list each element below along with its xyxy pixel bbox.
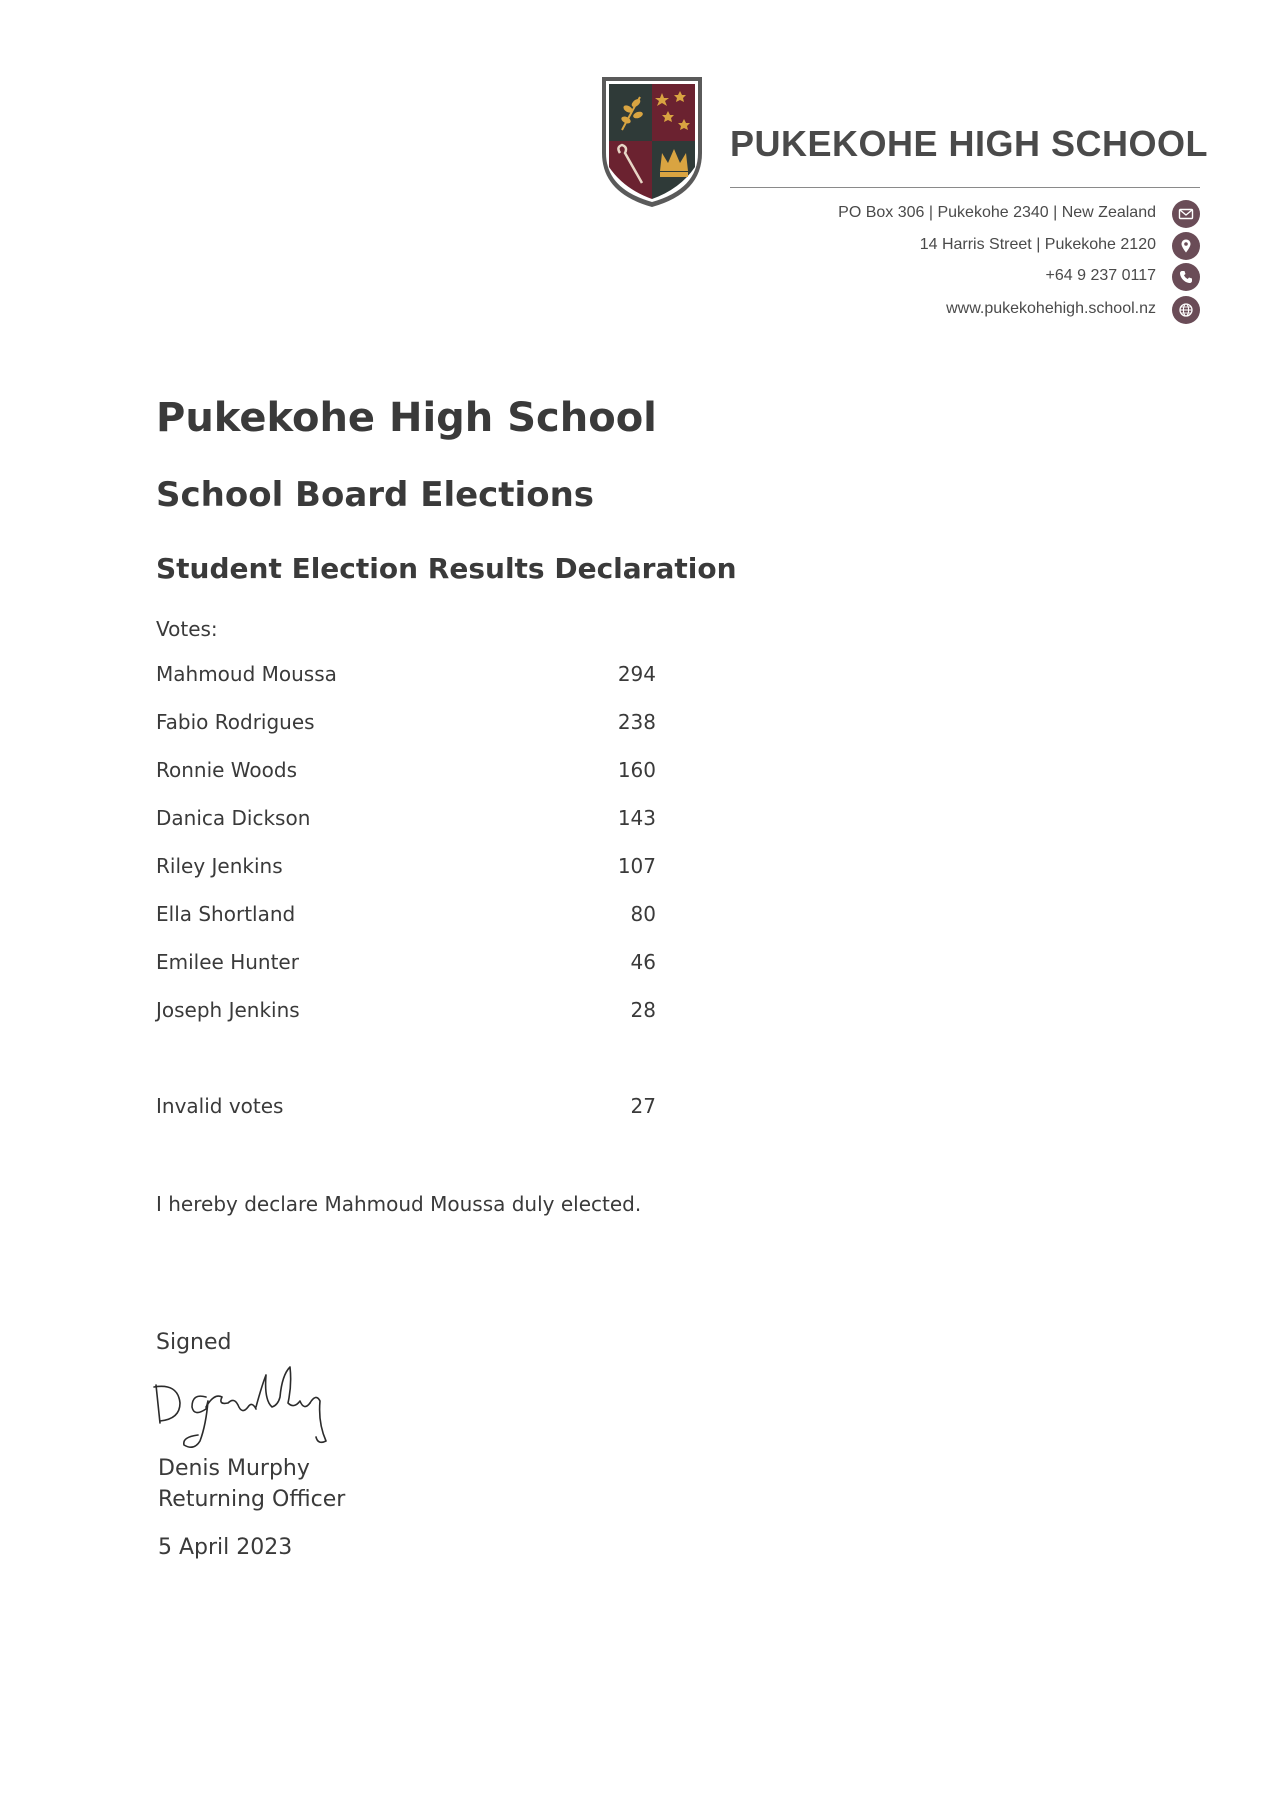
handwritten-signature [148,1345,348,1457]
result-row [156,710,656,740]
invalid-votes-count: 27 [630,1094,656,1118]
candidate-votes: 107 [617,854,656,878]
globe-icon [1172,296,1200,324]
candidate-name: Riley Jenkins [156,854,283,878]
candidate-name: Ella Shortland [156,902,296,926]
candidate-name: Mahmoud Moussa [156,662,337,686]
school-crest-logo [600,75,704,209]
candidate-votes: 28 [630,998,656,1022]
contact-postal-address [730,200,1200,228]
returning-officer-block [158,1453,345,1515]
candidate-votes: 160 [617,758,656,782]
declaration-statement: I hereby declare Mahmoud Moussa duly elected. [156,1192,642,1216]
invalid-votes-label: Invalid votes [156,1094,284,1118]
contact-street-text: 14 Harris Street | Pukekohe 2120 [919,236,1156,253]
candidate-name: Fabio Rodrigues [156,710,315,734]
letterhead [600,75,1209,335]
result-row [156,950,656,980]
contact-phone [730,263,1200,291]
result-row [156,662,656,692]
contact-website-text: www.pukekohehigh.school.nz [946,300,1156,317]
location-pin-icon [1172,232,1200,260]
candidate-name: Danica Dickson [156,806,311,830]
candidate-votes: 238 [617,710,656,734]
document-subtitle: School Board Elections [156,475,595,515]
candidate-votes: 294 [617,662,656,686]
candidate-votes: 80 [630,902,656,926]
contact-phone-text: +64 9 237 0117 [1045,267,1156,284]
result-row [156,902,656,932]
document-title: Pukekohe High School [156,395,657,441]
declaration-date: 5 April 2023 [158,1535,293,1560]
result-row [156,854,656,884]
contact-website [730,296,1200,324]
result-row [156,998,656,1028]
candidate-votes: 46 [630,950,656,974]
signed-label: Signed [156,1330,232,1355]
officer-name: Denis Murphy [158,1456,310,1481]
candidate-name: Ronnie Woods [156,758,297,782]
candidate-name: Joseph Jenkins [156,998,300,1022]
document-heading: Student Election Results Declaration [156,552,737,585]
votes-label: Votes: [156,617,218,641]
mail-icon [1172,200,1200,228]
contact-postal-text: PO Box 306 | Pukekohe 2340 | New Zealand [838,204,1156,221]
school-name-wordmark: PUKEKOHE HIGH SCHOOL [730,123,1209,164]
candidate-name: Emilee Hunter [156,950,299,974]
officer-title: Returning Officer [158,1487,346,1512]
phone-icon [1172,263,1200,291]
letterhead-divider [730,187,1200,188]
result-row [156,806,656,836]
result-row [156,758,656,788]
candidate-votes: 143 [617,806,656,830]
contact-street-address [730,232,1200,260]
invalid-votes-row [156,1094,656,1124]
